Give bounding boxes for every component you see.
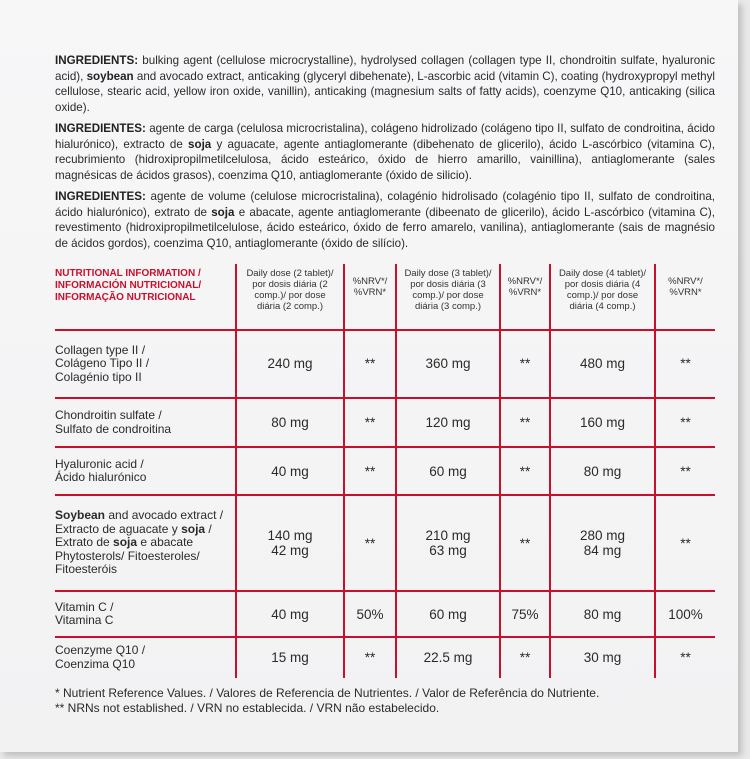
ingredients-text: e abacate, agente antiaglomerante (dibeenato de glicerilo), ácido L-ascórbico (vitamina C), revestimento (hidroxipropilmetilcelulose, ácido esteárico, óxido de ferro amarelo, vanilina), antiaglomerante (sais de magnésio de ácidos gordos), coenzima Q10, antiaglomerante (óxido de silício). <box>55 205 715 250</box>
table-row <box>55 330 715 398</box>
nrv-value-cell <box>655 637 715 678</box>
dose-value-cell <box>550 591 655 636</box>
col-header-nrv-4 <box>655 264 715 330</box>
dose-value: 160 mg <box>579 415 626 431</box>
dose-value: 15 mg <box>271 650 309 666</box>
nutrient-name-text: e abacate <box>137 535 194 550</box>
nutrient-name-line <box>55 344 235 358</box>
dose-value: 42 mg <box>271 543 309 559</box>
ingredients-paragraph <box>55 189 715 251</box>
nrv-value: ** <box>680 650 691 666</box>
col-header-nrv-3 <box>500 264 550 330</box>
nrv-value-cell <box>655 447 715 494</box>
col-header-line: comp.)/ por dose <box>566 290 639 301</box>
nutrient-name <box>55 591 236 636</box>
dose-value-cell <box>396 637 500 678</box>
nrv-value: ** <box>680 415 691 431</box>
nrv-value-cell <box>344 398 396 447</box>
table-header-row <box>55 264 715 330</box>
nutrient-name-text: Colágeno Tipo II / <box>55 356 150 371</box>
nutrient-name-line <box>55 601 235 615</box>
nutrient-name-line <box>55 523 235 537</box>
nrv-value: 50% <box>356 606 384 622</box>
nutrient-name-text: Ácido hialurónico <box>55 470 147 485</box>
dose-value: 63 mg <box>429 543 467 559</box>
col-header-line: %NRV*/ <box>352 276 388 287</box>
nrv-value-cell <box>344 495 396 592</box>
dose-value: 140 mg <box>267 528 313 544</box>
nrv-value-cell <box>500 591 550 636</box>
nutrient-name-text: Vitamina C <box>55 613 114 628</box>
dose-value-cell <box>550 398 655 447</box>
col-header-nrv-2 <box>344 264 396 330</box>
col-header-line: %VRN* <box>508 287 542 298</box>
dose-value-cell <box>236 330 344 398</box>
table-row <box>55 447 715 494</box>
nrv-value-cell <box>500 495 550 592</box>
nutrient-name <box>55 447 236 494</box>
table-title-line: NUTRITIONAL INFORMATION / <box>55 268 201 279</box>
nrv-value: ** <box>364 650 376 666</box>
nutrient-name-text: Hyaluronic acid / <box>55 456 144 471</box>
dose-value: 80 mg <box>271 415 309 431</box>
col-header-dose-2 <box>236 264 344 330</box>
dose-value: 120 mg <box>425 415 471 431</box>
dose-value-cell <box>236 637 344 678</box>
dose-value-cell <box>396 591 500 636</box>
dose-value: 80 mg <box>583 606 622 622</box>
nutrient-name-text: Extrato de <box>55 535 114 550</box>
dose-value: 60 mg <box>429 606 467 622</box>
ingredients-text: and avocado extract, anticaking (glyceryl dibehenate), L-ascorbic acid (vitamin C), coating (hydroxypropyl methyl cellulose, stearic acid, yellow iron oxide, vanillin), anticaking (magnesium salts of fatty acids), coenzyme Q10, anticaking (silica oxide). <box>55 69 716 114</box>
nutrient-name-line <box>55 563 235 577</box>
col-header-dose-3 <box>396 264 500 330</box>
table-title-line: INFORMACIÓN NUTRICIONAL/ <box>55 280 202 291</box>
dose-value-cell <box>396 398 500 447</box>
ingredients-paragraph <box>55 53 715 115</box>
col-header-line: %VRN* <box>353 287 387 298</box>
nrv-value: ** <box>680 356 691 372</box>
ingredients-label: INGREDIENTES: <box>55 190 146 203</box>
dose-value-cell <box>236 591 344 636</box>
nrv-value-cell <box>500 330 550 398</box>
allergen-text: soybean <box>86 69 134 83</box>
nrv-value-cell <box>344 591 396 636</box>
nrv-value-cell <box>344 637 396 678</box>
nutrient-name-text: and avocado extract / <box>105 508 224 523</box>
dose-value-cell <box>550 637 655 678</box>
nutrient-name-line <box>55 614 235 628</box>
nutrient-name <box>55 330 236 398</box>
nrv-value: ** <box>519 415 531 431</box>
col-header-dose-4 <box>550 264 655 330</box>
nrv-value: ** <box>519 356 531 372</box>
nutrient-name-line <box>55 536 235 550</box>
table-row <box>55 495 715 592</box>
dose-value: 210 mg <box>425 528 471 544</box>
nrv-value-cell <box>655 398 715 447</box>
table-row <box>55 398 715 447</box>
nutrient-name-line <box>55 423 235 437</box>
nutrient-name-line <box>55 658 235 672</box>
dose-value-cell <box>550 495 655 592</box>
dose-value-cell <box>396 447 500 494</box>
nutrient-name-line <box>55 409 235 423</box>
nrv-value: 75% <box>511 606 539 622</box>
col-header-line: por dosis diária (2 <box>252 279 328 290</box>
dose-value: 280 mg <box>579 528 626 544</box>
ingredients-label: INGREDIENTS: <box>55 54 139 67</box>
dose-value: 22.5 mg <box>423 650 473 666</box>
nutrient-name-text: / <box>205 521 212 536</box>
nutrient-name-text: Vitamin C / <box>55 599 114 614</box>
nutrient-name-text: Collagen type II / <box>55 342 146 357</box>
nutrient-name-text: Coenzima Q10 <box>55 656 136 671</box>
nrv-value: ** <box>364 463 376 479</box>
col-header-line: por dosis diária (4 <box>564 279 641 290</box>
nrv-value-cell <box>655 591 715 636</box>
footnotes <box>55 686 735 716</box>
col-header-line: Daily dose (3 tablet)/ <box>404 268 492 279</box>
col-header-line: diária (4 comp.) <box>569 301 636 312</box>
nutrient-name-text: Extracto de aguacate y <box>55 521 182 536</box>
nrv-value-cell <box>655 495 715 592</box>
dose-value-cell <box>236 447 344 494</box>
ingredients-text: y aguacate, agente antiaglomerante (dibehenato de glicerilo), ácido L-ascórbico (vitamina C), recubrimiento (hidroxipropilmetilcelulosa, ácido esteárico, óxido de hierro amarillo, vainillina), antiaglomerante (sales magnésicas de ácidos grasos), coenzima Q10, antiaglomerante (óxido de silicio). <box>55 137 715 182</box>
dose-value-cell <box>550 330 655 398</box>
table-row <box>55 591 715 636</box>
allergen-text: Soybean <box>55 508 106 523</box>
allergen-text: soja <box>188 137 212 151</box>
nutrient-name <box>55 637 236 678</box>
table-title <box>55 264 236 330</box>
dose-value: 40 mg <box>271 606 309 622</box>
col-header-line: por dosis diária (3 <box>410 279 486 290</box>
nutrient-name <box>55 398 236 447</box>
col-header-line: Daily dose (2 tablet)/ <box>246 268 334 279</box>
nrv-value: ** <box>364 356 376 372</box>
nrv-value: ** <box>680 535 691 551</box>
nutrient-name-line <box>55 458 235 472</box>
ingredients-block <box>55 53 715 257</box>
allergen-text: soja <box>113 535 138 550</box>
nutrition-table-body <box>55 330 715 678</box>
nrv-value: ** <box>519 650 531 666</box>
dose-value: 360 mg <box>425 356 471 372</box>
nutrient-name-text: Fitoesteróis <box>55 562 118 577</box>
col-header-line: comp.)/ por dose <box>254 290 326 301</box>
col-header-line: %NRV*/ <box>507 276 543 287</box>
nrv-value-cell <box>500 447 550 494</box>
footnote-not-established: ** NRNs not established. / VRN no establecida. / VRN não estabelecido. <box>55 701 440 715</box>
ingredients-text: agente de carga (celulosa microcristalina), colágeno hidrolizado (colágeno tipo II, sulfato de condroitina, ácido hialurónico), extracto de <box>55 122 715 151</box>
col-header-line: %NRV*/ <box>668 276 703 287</box>
dose-value: 80 mg <box>583 463 622 479</box>
dose-value-cell <box>396 495 500 592</box>
nutrient-name-line <box>55 550 235 564</box>
nrv-value: ** <box>519 463 531 479</box>
nutrient-name-line <box>55 471 235 485</box>
footnote-nrv: * Nutrient Reference Values. / Valores de Referencia de Nutrientes. / Valor de Referência do Nutriente. <box>55 686 600 700</box>
table-title-line: INFORMAÇÃO NUTRICIONAL <box>55 292 196 303</box>
nrv-value-cell <box>500 637 550 678</box>
col-header-line: Daily dose (4 tablet)/ <box>558 268 647 279</box>
nutrient-name-line <box>55 509 235 523</box>
col-header-line: %VRN* <box>669 287 702 298</box>
nutrient-name-text: Phytosterols/ Fitoesteroles/ <box>55 548 200 563</box>
table-row <box>55 637 715 678</box>
dose-value: 84 mg <box>583 543 622 559</box>
nrv-value-cell <box>344 330 396 398</box>
nrv-value: ** <box>519 535 531 551</box>
dose-value: 480 mg <box>579 356 626 372</box>
nrv-value: ** <box>364 535 376 551</box>
dose-value-cell <box>550 447 655 494</box>
dose-value: 40 mg <box>271 463 309 479</box>
ingredients-paragraph <box>55 121 715 183</box>
dose-value: 60 mg <box>429 463 467 479</box>
nutrition-table <box>55 264 715 678</box>
dose-value: 240 mg <box>267 356 313 372</box>
nrv-value-cell <box>500 398 550 447</box>
dose-value: 30 mg <box>583 650 622 666</box>
ingredients-label: INGREDIENTES: <box>55 122 146 135</box>
nutrient-name-line <box>55 357 235 371</box>
dose-value-cell <box>236 495 344 592</box>
allergen-text: soja <box>181 521 206 536</box>
dose-value-cell <box>236 398 344 447</box>
ingredients-text: bulking agent (cellulose microcrystalline), hydrolysed collagen (collagen type II, chondroitin sulfate, hyaluronic acid), <box>55 54 715 83</box>
col-header-line: diária (3 comp.) <box>415 301 481 312</box>
nrv-value: 100% <box>668 606 703 622</box>
nrv-value-cell <box>344 447 396 494</box>
dose-value-cell <box>396 330 500 398</box>
nutrient-name-text: Colagénio tipo II <box>55 369 142 384</box>
col-header-line: comp.)/ por dose <box>412 290 484 301</box>
col-header-line: diária (2 comp.) <box>257 301 323 312</box>
nutrient-name-text: Chondroitin sulfate / <box>55 408 162 423</box>
nutrient-name-text: Coenzyme Q10 / <box>55 643 146 658</box>
nrv-value-cell <box>655 330 715 398</box>
nrv-value: ** <box>364 415 376 431</box>
nutrient-name-text: Sulfato de condroitina <box>55 421 172 436</box>
allergen-text: soja <box>211 205 235 219</box>
nutrient-name-line <box>55 371 235 385</box>
nutrient-name <box>55 495 236 592</box>
nrv-value: ** <box>680 463 691 479</box>
ingredients-text: agente de volume (celulose microcristalina), colagénio hidrolisado (colagénio tipo II, sulfato de condroitina, ácido hialurónico), extrato de <box>55 190 715 219</box>
nutrient-name-line <box>55 644 235 658</box>
